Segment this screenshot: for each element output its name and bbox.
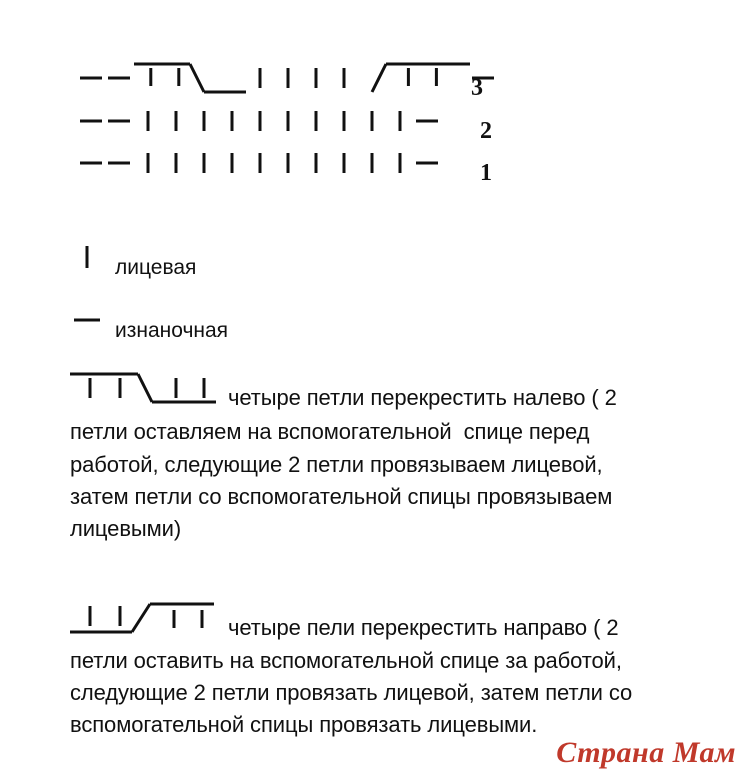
purl-label: изнаночная [115, 319, 229, 342]
row-3-cross-right-stitch-diagonal [372, 64, 386, 92]
knit-symbol-icon [80, 246, 94, 270]
row-3-cross-left-stitch-diagonal [190, 64, 204, 92]
cross-right-symbol-icon [70, 600, 220, 636]
cross-left-line-1: четыре петли перекрестить налево ( 2 [228, 385, 617, 410]
cross-left-symbol-icon [70, 370, 220, 406]
cross-right-line-2: петли оставить на вспомогательной спице за работой, [70, 648, 622, 673]
cross-right-line-3: следующие 2 петли провязать лицевой, затем петли со [70, 680, 633, 705]
purl-symbol-icon [74, 316, 104, 324]
row-number-1: 1 [480, 160, 492, 186]
cross-right-line-1: четыре пели перекрестить направо ( 2 [228, 615, 619, 640]
cross-left-line-3: работой, следующие 2 петли провязываем лицевой, [70, 452, 603, 477]
row-number-3: 3 [471, 75, 483, 101]
cross-left-line-4: затем петли со вспомогательной спицы провязываем [70, 484, 613, 509]
row-number-2: 2 [480, 118, 492, 144]
cross-right-line-4: вспомогательной спицы провязать лицевыми. [70, 712, 538, 737]
cross-left-line-5: лицевыми) [70, 516, 182, 541]
cross-left-line-2: петли оставляем на вспомогательной спице перед [70, 419, 590, 444]
chart-grid [0, 0, 748, 200]
site-watermark-logo: Страна Мам [556, 736, 736, 769]
knit-label: лицевая [115, 256, 197, 279]
